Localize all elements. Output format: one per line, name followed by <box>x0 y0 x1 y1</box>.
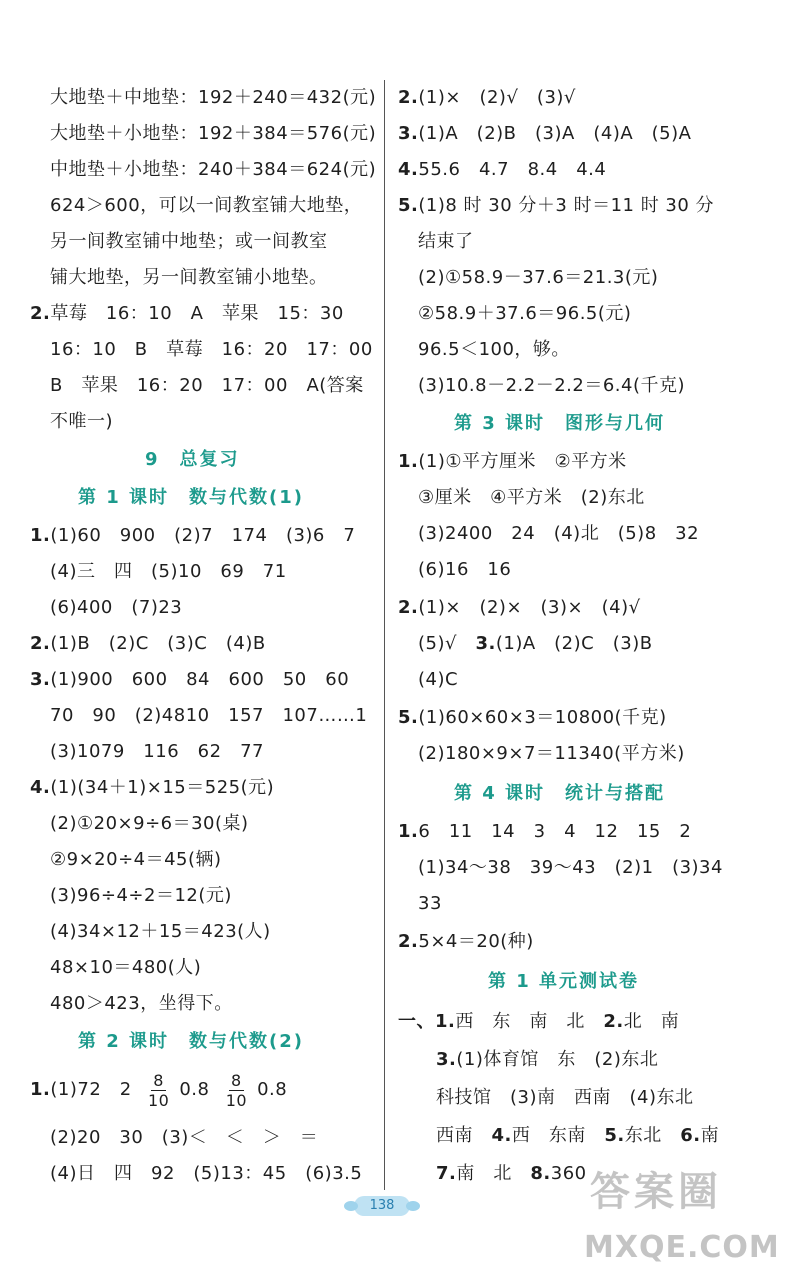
answer-text: (1)900 600 84 600 50 60 <box>50 669 350 690</box>
text-line: 96.5＜100，够。 <box>418 339 570 360</box>
lesson-4-title: 第 4 课时 统计与搭配 <box>454 783 666 804</box>
question-1 <box>398 820 691 844</box>
answer-text: (1)× (2)√ (3)√ <box>418 87 576 108</box>
answer-text: 草莓 16：10 A 苹果 15：30 <box>50 303 344 324</box>
text-line: (2)20 30 (3)＜ ＜ ＞ ＝ <box>50 1127 319 1148</box>
text-line: (4)日 四 92 (5)13：45 (6)3.5 <box>50 1163 363 1184</box>
text-line: 科技馆 (3)南 西南 (4)东北 <box>436 1087 694 1108</box>
question-number: 3. <box>436 1049 457 1070</box>
question-3-line <box>418 632 653 656</box>
question-1-fractions <box>30 1068 287 1112</box>
answer-text: (1)60 900 (2)7 174 (3)6 7 <box>50 525 356 546</box>
answer-text: 西南 <box>436 1125 473 1146</box>
question-3 <box>30 668 349 692</box>
lesson-2-title: 第 2 课时 数与代数(2) <box>78 1031 305 1052</box>
question-number: 4. <box>30 777 51 798</box>
text-line: (2)①58.9－37.6＝21.3(元) <box>418 267 659 288</box>
question-number: 2. <box>398 597 419 618</box>
question-1 <box>30 524 355 548</box>
question-number: 5. <box>398 707 419 728</box>
question-number: 2. <box>398 87 419 108</box>
text-line: 另一间教室铺中地垫；或一间教室 <box>50 231 328 252</box>
text-line: 70 90 (2)4810 157 107……1 <box>50 705 368 726</box>
answer-text: 西 东南 <box>511 1125 586 1146</box>
answer-text: (1)72 2 <box>50 1079 132 1100</box>
question-number: 1. <box>398 821 419 842</box>
question-number: 3. <box>30 669 51 690</box>
answer-text: (1)(34＋1)×15＝525(元) <box>50 777 275 798</box>
text-line: 624＞600，可以一间教室铺大地垫， <box>50 195 363 216</box>
answer-text: 6 11 14 3 4 12 15 2 <box>418 821 692 842</box>
question-number: 2. <box>30 303 51 324</box>
answer-text: 南 北 <box>456 1163 512 1184</box>
text-line: 480＞423，坐得下。 <box>50 993 233 1014</box>
answer-text: 南 <box>700 1125 720 1146</box>
text-line: 48×10＝480(人) <box>50 957 202 978</box>
fraction <box>226 1071 247 1110</box>
column-divider <box>384 80 385 1190</box>
text-line: (2)180×9×7＝11340(平方米) <box>418 743 685 764</box>
text-line: 结束了 <box>418 231 474 252</box>
text-line: (3)2400 24 (4)北 (5)8 32 <box>418 523 700 544</box>
unit-title: 9 总复习 <box>145 449 240 470</box>
answer-text: 5×4＝20(种) <box>418 931 534 952</box>
page-number: 138 <box>354 1196 410 1216</box>
test-answers-line <box>436 1162 587 1186</box>
text-line: (6)400 (7)23 <box>50 597 183 618</box>
question-3 <box>398 122 691 146</box>
fraction-denominator: 10 <box>147 1090 170 1110</box>
text-line: 铺大地垫，另一间教室铺小地垫。 <box>50 267 328 288</box>
test-section-1 <box>398 1010 679 1034</box>
fraction <box>148 1071 169 1110</box>
question-5 <box>398 706 667 730</box>
question-number: 5. <box>604 1125 625 1146</box>
fraction-numerator: 8 <box>231 1070 242 1090</box>
answer-text: (1)体育馆 东 (2)东北 <box>456 1049 659 1070</box>
text-line: ②58.9＋37.6＝96.5(元) <box>418 303 632 324</box>
decimal-value: 0.8 <box>179 1079 210 1100</box>
text-line: (2)①20×9÷6＝30(桌) <box>50 813 249 834</box>
text-line: (6)16 16 <box>418 559 512 580</box>
text-line: (4)34×12＋15＝423(人) <box>50 921 271 942</box>
question-5 <box>398 194 714 218</box>
question-number: 3. <box>475 633 496 654</box>
answer-text: (1)B (2)C (3)C (4)B <box>50 633 266 654</box>
question-2 <box>398 596 641 620</box>
question-number: 7. <box>436 1163 457 1184</box>
unit-test-title: 第 1 单元测试卷 <box>488 971 640 992</box>
text-line: 大地垫＋中地垫：192＋240＝432(元) <box>50 87 377 108</box>
text-line: ②9×20÷4＝45(辆) <box>50 849 222 870</box>
text-line: 不唯一) <box>50 411 114 432</box>
text-line: 大地垫＋小地垫：192＋384＝576(元) <box>50 123 377 144</box>
answer-text: (1)× (2)× (3)× (4)√ <box>418 597 641 618</box>
answer-text: 北 南 <box>623 1011 680 1032</box>
answer-text: 360 <box>550 1163 587 1184</box>
text-line: ③厘米 ④平方米 (2)东北 <box>418 487 645 508</box>
decimal-value: 0.8 <box>257 1079 288 1100</box>
answer-text: (1)60×60×3＝10800(千克) <box>418 707 667 728</box>
question-4 <box>30 776 274 800</box>
watermark-logo <box>584 1160 794 1272</box>
answer-text: 55.6 4.7 8.4 4.4 <box>418 159 607 180</box>
text-line: 中地垫＋小地垫：240＋384＝624(元) <box>50 159 377 180</box>
answer-text: (1)A (2)B (3)A (4)A (5)A <box>418 123 692 144</box>
question-2 <box>398 930 534 954</box>
question-2 <box>398 86 576 110</box>
answer-text: 西 东 南 北 <box>455 1011 585 1032</box>
text-line: (4)三 四 (5)10 69 71 <box>50 561 287 582</box>
question-number: 2. <box>30 633 51 654</box>
text-line: (3)1079 116 62 77 <box>50 741 264 762</box>
text-line: 16：10 B 草莓 16：20 17：00 <box>50 339 373 360</box>
text-line: 33 <box>418 893 442 914</box>
answer-text: (5)√ <box>418 633 457 654</box>
lesson-1-title: 第 1 课时 数与代数(1) <box>78 487 305 508</box>
question-number: 1. <box>398 451 419 472</box>
question-1 <box>398 450 627 474</box>
question-number: 4. <box>398 159 419 180</box>
text-line: (1)34～38 39～43 (2)1 (3)34 <box>418 857 723 878</box>
question-number: 1. <box>30 1079 51 1100</box>
text-line: (3)96÷4÷2＝12(元) <box>50 885 232 906</box>
fraction-numerator: 8 <box>153 1070 164 1090</box>
question-number: 2. <box>398 931 419 952</box>
question-number: 8. <box>530 1163 551 1184</box>
text-line: B 苹果 16：20 17：00 A(答案 <box>50 375 364 396</box>
test-question-3 <box>436 1048 658 1072</box>
question-number: 4. <box>491 1125 512 1146</box>
text-line: (3)10.8－2.2－2.2＝6.4(千克) <box>418 375 685 396</box>
question-2 <box>30 632 266 656</box>
question-number: 3. <box>398 123 419 144</box>
watermark-url: MXQE.COM <box>584 1230 780 1265</box>
test-answers-line <box>436 1124 719 1148</box>
answer-text: 东北 <box>624 1125 662 1146</box>
text-line: (4)C <box>418 669 459 690</box>
question-number: 6. <box>680 1125 701 1146</box>
question-4 <box>398 158 606 182</box>
answer-text: (1)①平方厘米 ②平方米 <box>418 451 627 472</box>
question-number: 一、1. <box>398 1011 456 1032</box>
question-number: 1. <box>30 525 51 546</box>
watermark-text: 答案圈 <box>590 1169 722 1215</box>
fraction-denominator: 10 <box>225 1090 248 1110</box>
question-2 <box>30 302 344 326</box>
answer-text: (1)A (2)C (3)B <box>495 633 653 654</box>
answer-text: (1)8 时 30 分＋3 时＝11 时 30 分 <box>418 195 715 216</box>
question-number: 2. <box>603 1011 624 1032</box>
question-number: 5. <box>398 195 419 216</box>
lesson-3-title: 第 3 课时 图形与几何 <box>454 413 666 434</box>
